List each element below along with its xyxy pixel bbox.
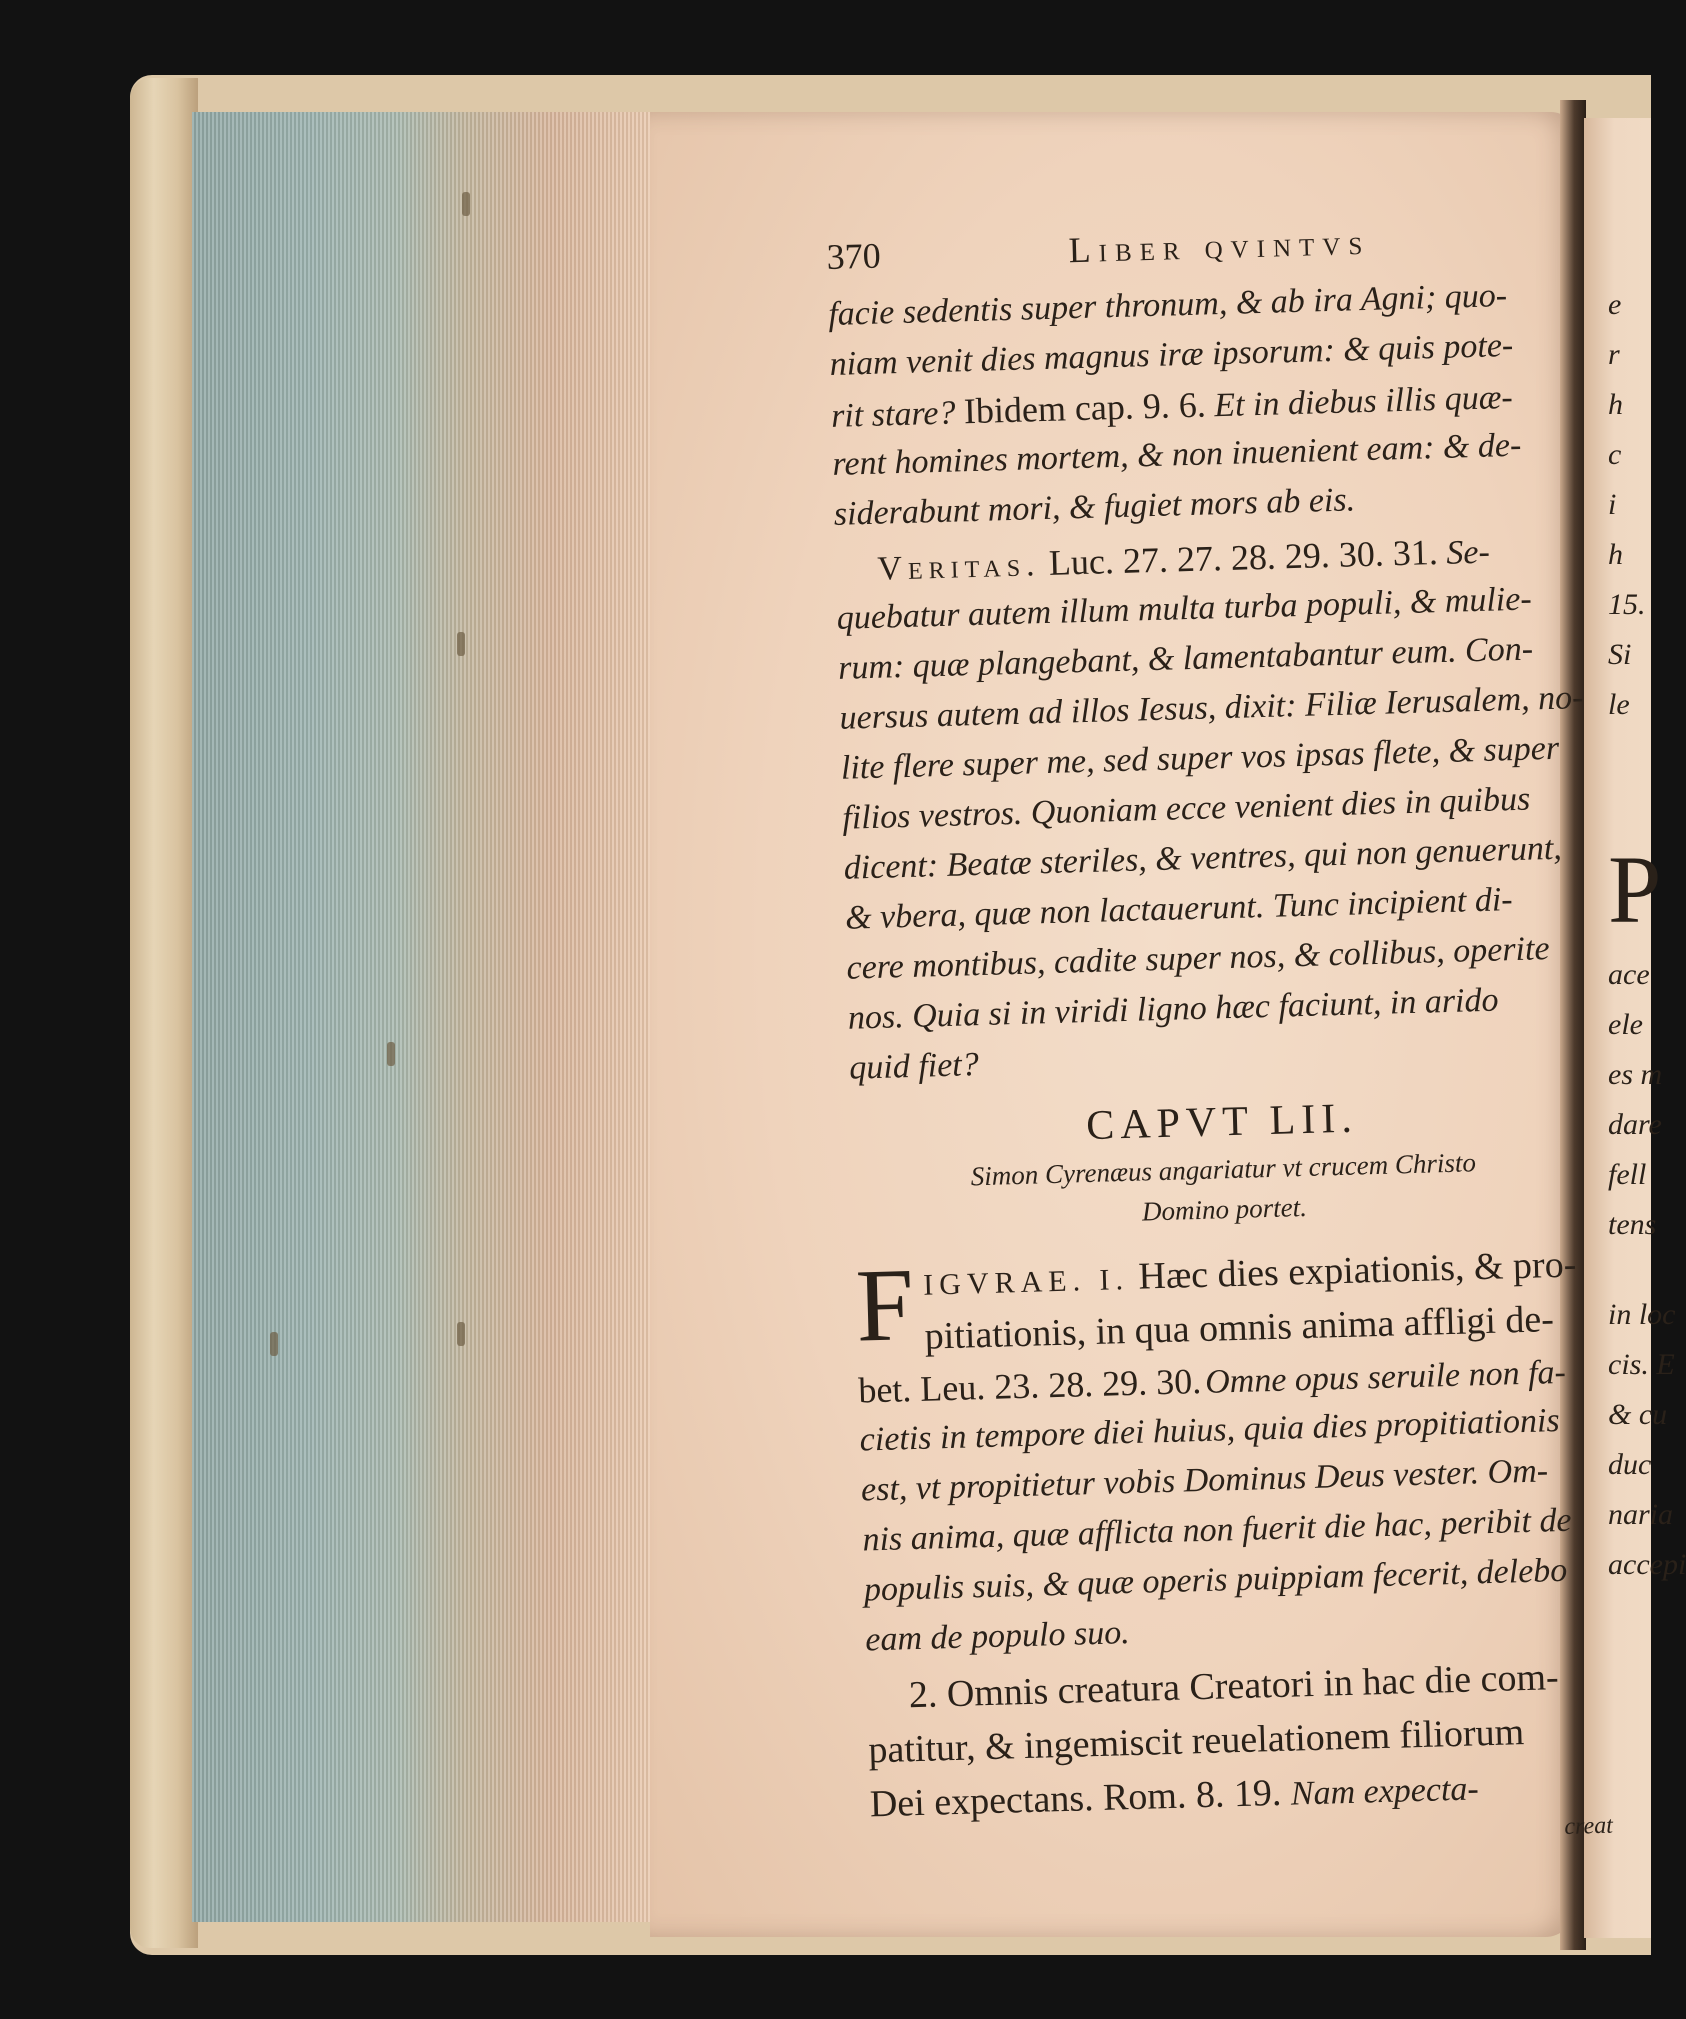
page-number: 370: [826, 235, 882, 277]
drop-capital: P: [1608, 836, 1662, 943]
text-line: quebatur autem illum multa turba populi, & mulie-: [836, 580, 1533, 637]
catchword: creat: [1564, 1812, 1614, 1840]
fragment: e: [1608, 288, 1622, 321]
drop-capital: F: [854, 1246, 916, 1364]
fragment: accepi: [1608, 1548, 1686, 1581]
paragraph-2: [866, 1649, 1612, 1832]
text-line: siderabunt mori, & fugiet mors ab eis.: [833, 481, 1356, 533]
facing-page-text: [1608, 280, 1686, 1590]
fragment: & cu: [1608, 1398, 1668, 1431]
chapter-heading: CAPVT LII.: [1085, 1095, 1359, 1150]
text-line: rent homines mortem, & non inuenient eam: & de-: [831, 426, 1522, 483]
fragment: cis. E: [1608, 1348, 1675, 1381]
fragment: h: [1608, 388, 1623, 421]
text-line: 2. Omnis creatura Creatori in hac die com-: [908, 1656, 1560, 1717]
fragment: r: [1608, 338, 1620, 371]
text-line: dicent: Beatæ steriles, & ventres, qui non genuerunt,: [843, 829, 1563, 887]
veritas-label: Veritas.: [876, 546, 1042, 588]
fragment: ace: [1608, 958, 1650, 991]
fragment: Si: [1608, 638, 1632, 671]
text-line: facie sedentis super thronum, & ab ira Agni; quo-: [827, 277, 1508, 333]
fragment: fell: [1608, 1158, 1647, 1191]
chapter-subtitle: Domino portet.: [1141, 1191, 1308, 1227]
text-line: cietis in tempore diei huius, quia dies propitiationis: [859, 1401, 1561, 1459]
page-edge-stain: [387, 1042, 395, 1066]
fragment: i: [1608, 488, 1617, 521]
text-line: eam de populo suo.: [864, 1614, 1131, 1659]
page-edge-stain: [457, 632, 465, 656]
fragment: c: [1608, 438, 1622, 471]
scripture-reference: Ibidem cap. 9. 6.: [963, 384, 1207, 432]
text-fragment: rit stare?: [830, 394, 956, 435]
fragment: in loc: [1608, 1298, 1676, 1331]
fragment: ele: [1608, 1008, 1643, 1041]
text-fragment: Et in diebus illis quæ-: [1213, 378, 1514, 425]
text-fragment: Se-: [1445, 533, 1491, 572]
fragment: dare: [1608, 1108, 1662, 1141]
text-fragment: Nam expecta-: [1290, 1770, 1480, 1813]
scripture-reference: Luc. 27. 27. 28. 29. 30. 31.: [1048, 532, 1439, 583]
text-line: pitiationis, in qua omnis anima affligi de-: [924, 1298, 1555, 1358]
fragment: h: [1608, 538, 1623, 571]
text-line: lite flere super me, sed super vos ipsas flete, & super: [840, 729, 1560, 787]
page-edge-stain: [457, 1322, 465, 1346]
fragment: 15.: [1608, 588, 1646, 621]
text-fragment: Hæc dies expiationis, & pro-: [1137, 1243, 1577, 1298]
text-line: patitur, & ingemiscit reuelationem filiorum: [867, 1711, 1525, 1772]
figurae-label: IGVRAE. I.: [922, 1262, 1130, 1302]
text-line: cere montibus, cadite super nos, & collibus, operite: [846, 930, 1551, 987]
scripture-reference: bet. Leu. 23. 28. 29. 30.: [857, 1360, 1202, 1411]
text-line: nis anima, quæ afflicta non fuerit die hac, peribit de: [862, 1501, 1572, 1559]
text-line: uersus autem ad illos Iesus, dixit: Filiæ Ierusalem, no-: [839, 679, 1584, 737]
page-edges-stack: [192, 112, 654, 1922]
text-fragment: Omne opus seruile non fa-: [1204, 1353, 1567, 1401]
page-edge-stain: [270, 1332, 278, 1356]
text-line: rum: quæ plangebant, & lamentabantur eum. Con-: [837, 630, 1534, 687]
text-line: quid fiet?: [848, 1046, 980, 1087]
fragment: duc: [1608, 1448, 1652, 1481]
page-edge-stain: [462, 192, 470, 216]
figurae-paragraph: [855, 1237, 1608, 1666]
text-line: & vbera, quæ non lactauerunt. Tunc incipient di-: [844, 881, 1514, 937]
fragment: tens: [1608, 1208, 1657, 1241]
chapter-subtitle: Simon Cyrenæus angariatur vt crucem Christo: [970, 1147, 1477, 1192]
fragment: naria: [1608, 1498, 1674, 1531]
text-line: est, vt propitietur vobis Dominus Deus vester. Om-: [860, 1452, 1549, 1509]
fragment: le: [1608, 688, 1630, 721]
text-fragment: Dei expectans. Rom. 8. 19.: [869, 1771, 1282, 1826]
running-title: Liber qvintvs: [1068, 221, 1371, 271]
text-line: filios vestros. Quoniam ecce venient dies in quibus: [841, 780, 1531, 837]
text-line: populis suis, & quæ operis puippiam fecerit, delebo: [863, 1551, 1568, 1609]
page-text: [826, 211, 1613, 1861]
text-line: niam venit dies magnus iræ ipsorum: & quis pote-: [829, 326, 1514, 383]
fragment: es m: [1608, 1058, 1663, 1091]
vellum-cover-edge: [130, 78, 198, 1948]
text-line: nos. Quia si in viridi ligno hæc faciunt, in arido: [847, 981, 1499, 1037]
